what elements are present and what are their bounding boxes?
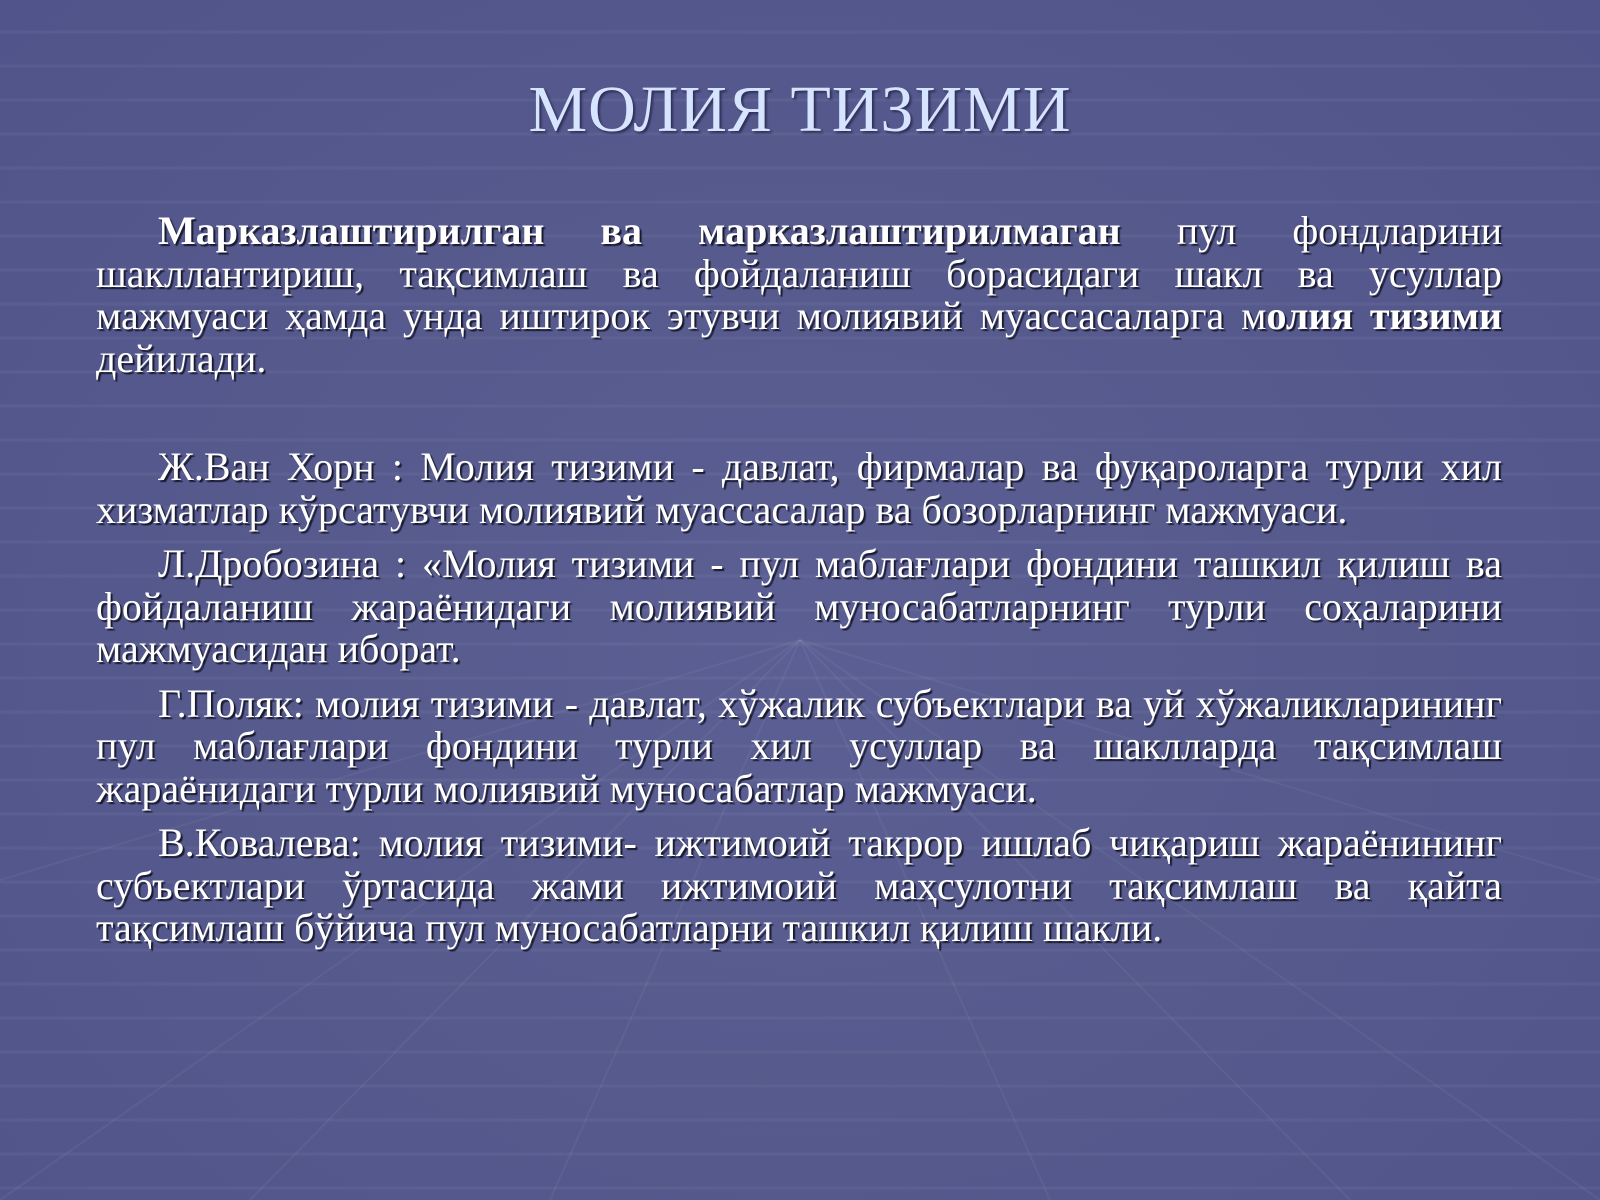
- quote-van-horne: Ж.Ван Хорн : Молия тизими - давлат, фирмалар ва фуқароларга турли хил хизматлар кўрсатувчи молиявий муассасалар ва бозорларнинг мажмуаси.: [96, 444, 1502, 532]
- definition-paragraph: [96, 210, 1502, 380]
- quote-drobozina: Л.Дробозина : «Молия тизими - пул маблағлари фондини ташкил қилиш ва фойдаланиш жараёнидаги молиявий муносабатларнинг турли соҳаларини мажмуасидан иборат.: [96, 541, 1502, 671]
- slide-title: МОЛИЯ ТИЗИМИ: [528, 73, 1072, 146]
- definition-bold-lead: Марказлаштирилган ва марказлаштирилмаган: [158, 208, 1121, 253]
- definition-end: дейилади.: [96, 335, 267, 381]
- quote-kovaleva: В.Ковалева: молия тизими- ижтимоий такрор ишлаб чиқариш жараёнининг субъектлари ўртасида жами ижтимоий маҳсулотни тақсимлаш ва қайта тақсимлаш бўйича пул муносабатларни ташкил қилиш шакли.: [96, 820, 1502, 950]
- definition-bold-term: олия тизими: [1266, 293, 1503, 338]
- definition-text: пул фондларини шакллантириш, тақсимлаш ва фойдаланиш борасидаги шакл ва усуллар мажмуаси ҳамда унда иштирок этувчи молиявий муассасаларга м: [96, 208, 1502, 338]
- quote-polyak: Г.Поляк: молия тизими - давлат, хўжалик субъектлари ва уй хўжаликларининг пул маблағлари фондини турли хил усуллар ва шаклларда тақсимлаш жараёнидаги турли молиявий муносабатлар мажмуаси.: [96, 680, 1502, 811]
- slide-content: [96, 210, 1502, 950]
